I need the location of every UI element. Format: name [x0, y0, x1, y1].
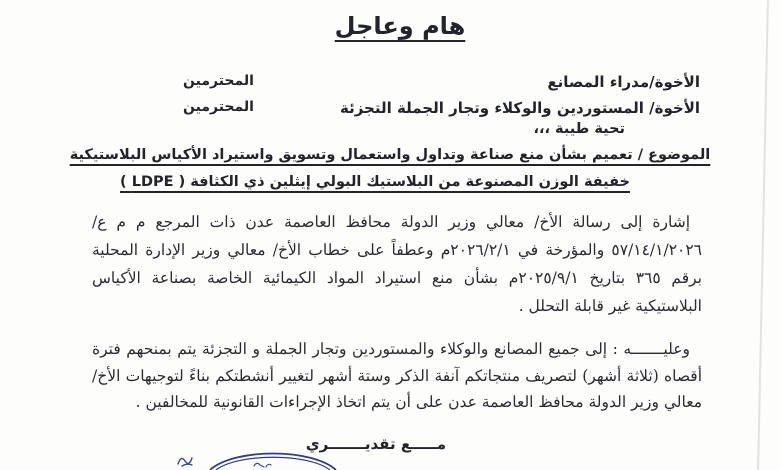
recipient-name: الأخوة/ المستوردين والوكلاء وتجار الجملة التجزئة [340, 99, 700, 117]
honorific-label: المحترمين [183, 73, 254, 89]
honorific-label: المحترمين [183, 99, 254, 115]
recipient-row [80, 73, 700, 97]
subject-line-1: الموضوع / تعميم بشأن منع صناعة وتداول واستعمال وتسويق واستيراد الأكياس البلاستيكية [69, 147, 711, 163]
body-paragraph-2: وعليـــــــه : إلى جميع المصانع والوكلاء والمستوردين وتجار الجملة و التجزئة يتم بمنحهم فترة أقصاه (ثلاثة أشهر) لتصريف منتجاتكم آنفة الذكر وستة أشهر لتغيير أنشطتكم بناءً لتوجيهات الأخ/ معالي وزير الدولة محافظ العاصمة عدن على أن يتم اتخاذ الإجراءات القانونية للمخالفين . [92, 340, 702, 411]
scan-fold-line [757, 0, 769, 470]
recipient-row [80, 99, 700, 123]
page-title: هام وعاجل [334, 12, 466, 40]
official-stamp-icon [168, 446, 348, 470]
recipient-name: الأخوة/مدراء المصانع [547, 73, 700, 91]
subject-line-2: خفيفة الوزن المصنوعة من البلاستيك البولي إيثلين ذي الكثافة ( LDPE ) [120, 174, 630, 190]
body-paragraph-1: إشارة إلى رسالة الأخ/ معالي وزير الدولة محافظ العاصمة عدن ذات المرجع م م ع/٥٧/١٤/١/٢٠٢٦ والمؤرخة في ٢٠٢٦/٢/١م وعطفاً على خطاب الأخ/ معالي وزير الإدارة المحلية برقم ٣٦٥ بتاريخ ٢٠٢٥/٩/١م بشأن منع استيراد المواد الكيمائية الخاصة بصناعة الأكياس البلاستيكية غير قابلة التحلل . [92, 213, 702, 315]
signature-scribble-icon [178, 458, 192, 466]
closing-salutation: مـــــع تقديـــــــري [305, 435, 446, 453]
greeting-text: تحية طيبة ،،، [533, 121, 625, 137]
